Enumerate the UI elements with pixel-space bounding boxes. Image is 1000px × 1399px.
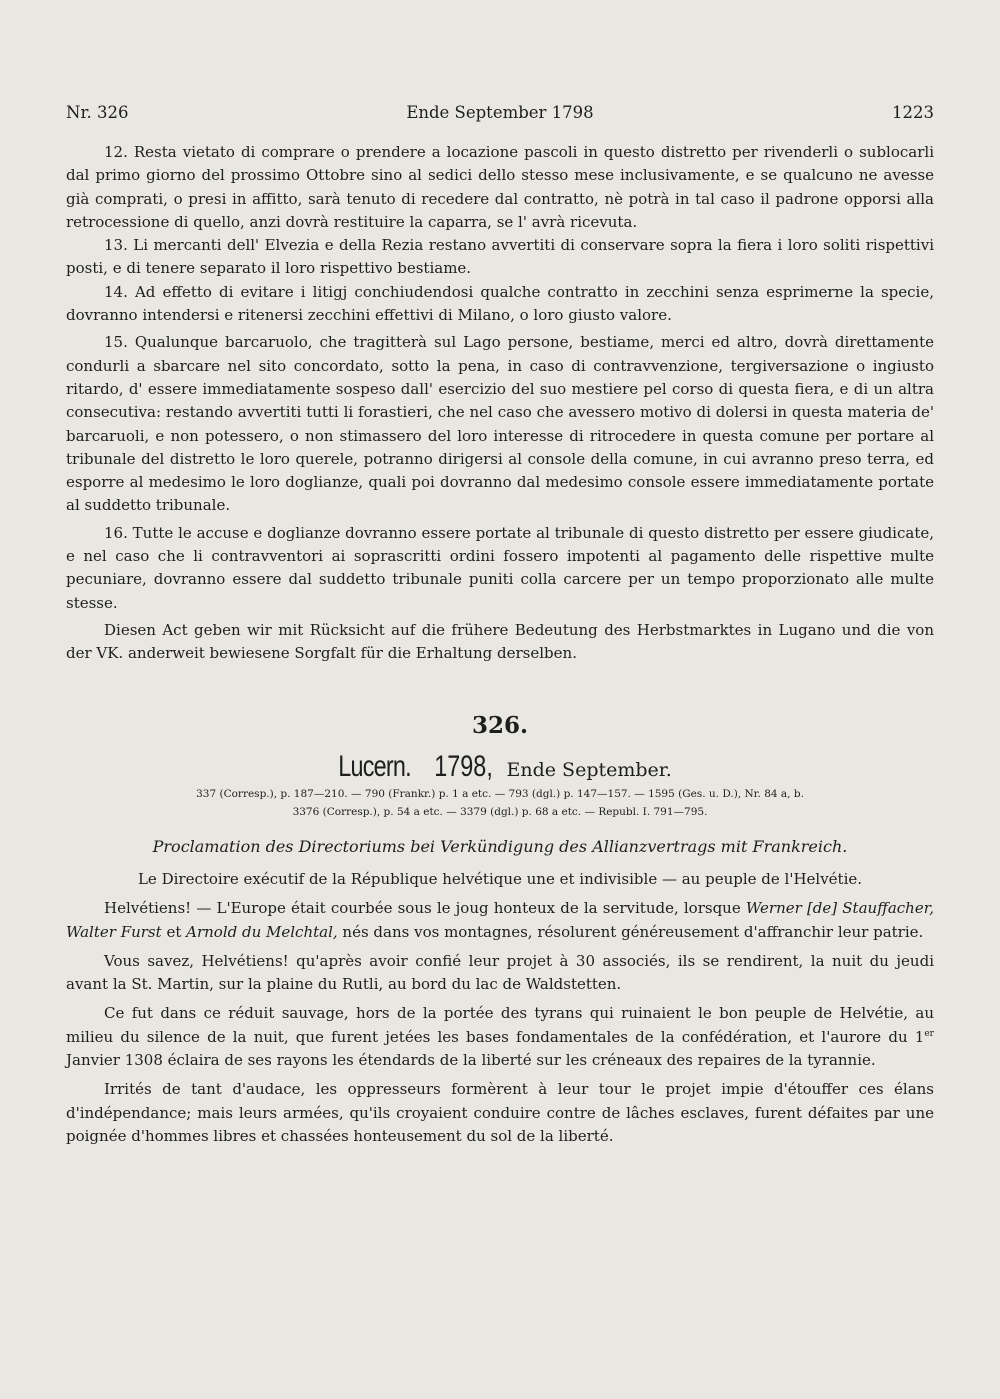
document-number: 326.: [471, 712, 529, 739]
paragraph-15: 15. Qualunque barcaruolo, che tragitterà sul Lago persone, bestiame, merci ed altro, dovrà direttamente condurli a sbarcare nel sito concordato, sotto la pena, in caso di contravvenzione, tergiversazione o ingiusto ritardo, d' essere immediatamente sospeso dall' esercizio del suo mestiere pel corso di questa fiera, e di un altra consecutiva: restando avvertiti tutti li forastieri, che nel caso che avessero motivo di dolersi in questa materia de' barcaruoli, e non potessero, o non stimassero del loro interesse di ritrocedere in questa comune per portare al tribunale del distretto le loro querele, potranno dirigersi al console della comune, in cui avranno preso terra, ed esporre al medesimo le loro doglianze, quali poi dovranno dal medesimo console essere immediatamente portate al suddetto tribunale.: [66, 333, 934, 515]
page-number: 1223: [892, 103, 934, 122]
italian-ordinance-text: [66, 141, 934, 666]
paragraph-13: 13. Li mercanti dell' Elvezia e della Rezia restano avvertiti di conservare sopra la fiera i loro soliti rispettivi posti, e di tenere separato il loro rispettivo bestiame.: [66, 236, 934, 278]
document-year: 1798,: [434, 750, 494, 783]
date-header: Ende September 1798: [406, 103, 594, 122]
ordinal-suffix: er: [924, 1028, 934, 1039]
running-header: [66, 103, 934, 127]
document-date: Ende September.: [506, 759, 672, 781]
document-number-header: Nr. 326: [66, 103, 129, 122]
french-proclamation-text: [66, 868, 934, 1154]
paragraph-3-end: Janvier 1308 éclaira de ses rayons les étendards de la liberté sur les créneaux des repaires de la tyrannie.: [66, 1051, 876, 1070]
proclamation-paragraph-3: [66, 1002, 934, 1072]
italic-names-1: Werner [de] Stauffacher, Walter Furst: [66, 899, 934, 941]
proclamation-address: Le Directoire exécutif de la République helvétique une et indivisible — au peuple de l'Helvétie.: [137, 870, 863, 888]
proclamation-paragraph-1: [66, 897, 934, 944]
proclamation-paragraph-4: Irrités de tant d'audace, les oppresseurs formèrent à leur tour le projet impie d'étouffer ces élans d'indépendance; mais leurs armées, qu'ils croyaient conduire contre de lâches esclaves, furent défaites par une poignée d'hommes libres et chassées honteusement du sol de la liberté.: [66, 1080, 934, 1145]
proclamation-paragraph-2: Vous savez, Helvétiens! qu'après avoir confié leur projet à 30 associés, ils se rendirent, la nuit du jeudi avant la St. Martin, sur la plaine du Rutli, au bord du lac de Waldstetten.: [66, 951, 934, 994]
document-title: Proclamation des Directoriums bei Verkündigung des Allianzvertrags mit Frankreich.: [152, 837, 848, 856]
german-comment: Diesen Act geben wir mit Rücksicht auf die frühere Bedeutung des Herbstmarktes in Lugano und die von der VK. anderweit bewiesene Sorgfalt für die Erhaltung derselben.: [66, 620, 934, 663]
paragraph-14: 14. Ad effetto di evitare i litigj conchiudendosi qualche contratto in zecchini senza esprimerne la specie, dovranno intendersi e ritenersi zecchini effettivi di Milano, o loro giusto valore.: [66, 282, 934, 325]
paragraph-16: 16. Tutte le accuse e doglianze dovranno essere portate al tribunale di questo distretto per essere giudicate, e nel caso che li contravventori ai soprascritti ordini fossero impotenti al pagamento delle rispettive multe pecuniare, dovranno essere dal suddetto tribunale puniti colla carcere per un tempo proporzionato alle multe stesse.: [66, 523, 934, 612]
document-heading: [0, 750, 1000, 784]
document-place: Lucern.: [338, 750, 411, 783]
paragraph-1-end: nés dans vos montagnes, résolurent généreusement d'affranchir leur patrie.: [337, 922, 924, 941]
paragraph-3-start: Ce fut dans ce réduit sauvage, hors de la portée des tyrans qui ruinaient le bon peuple de Helvétie, au milieu du silence de la nuit, que furent jetées les bases fondamentales de la confédération, et l'aurore du 1: [66, 1004, 934, 1046]
paragraph-1-start: Helvétiens! — L'Europe était courbée sous le joug honteux de la servitude, lorsque: [104, 899, 746, 918]
archive-references-line-2: 3376 (Corresp.), p. 54 a etc. — 3379 (dgl.) p. 68 a etc. — Republ. I. 791—795.: [292, 806, 708, 818]
italic-names-2: Arnold du Melchtal,: [186, 922, 338, 941]
paragraph-1-et: et: [161, 922, 187, 941]
paragraph-12: 12. Resta vietato di comprare o prendere a locazione pascoli in questo distretto per rivenderli o sublocarli dal primo giorno del prossimo Ottobre sino al sedici dello stesso mese inclusivamente, e se qualcuno ne avesse già comprati, o presi in affitto, sarà tenuto di recedere dal contratto, nè potrà in tal caso il padrone opporsi alla retrocessione di quello, anzi dovrà restituire la caparra, se l' avrà ricevuta.: [66, 143, 934, 231]
archive-references-line-1: 337 (Corresp.), p. 187—210. — 790 (Frankr.) p. 1 a etc. — 793 (dgl.) p. 147—157. — 1595 (Ges. u. D.), Nr. 84 a, b.: [196, 788, 804, 800]
